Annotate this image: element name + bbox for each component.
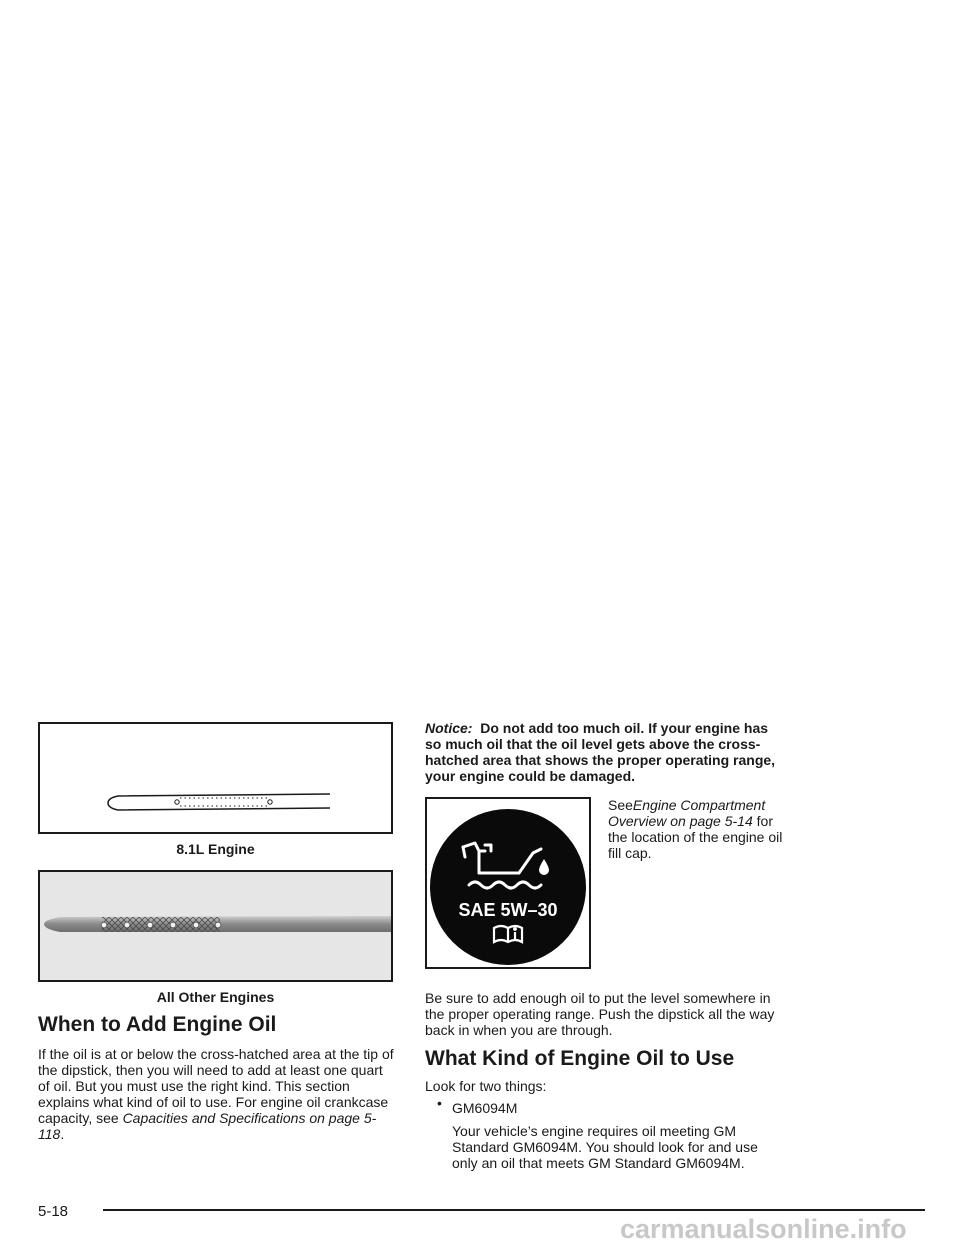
see-suffix: for the location of the engine oil fill cap. (608, 813, 783, 861)
page-number: 5-18 (38, 1203, 69, 1220)
engine-compartment-link[interactable]: Engine Compartment Overview on page 5-14 (608, 797, 766, 829)
oil-cap-illustration (427, 799, 589, 967)
dipstick-other-illustration (40, 872, 391, 980)
see-prefix: See (608, 797, 633, 813)
bullet-label: GM6094M (452, 1100, 518, 1116)
bullet-text: Your vehicle’s engine requires oil meeting GM Standard GM6094M. You should look for and use only an oil that meets GM Standard GM6094M. (452, 1123, 758, 1171)
when-to-add-end: . (60, 1126, 65, 1142)
see-reference (608, 797, 788, 861)
other-engines-caption: All Other Engines (156, 989, 275, 1005)
notice-label: Notice: (425, 720, 473, 736)
notice-text: Do not add too much oil. If your engine has so much oil that the oil level gets above the cross-hatched area that shows the proper operating range, your engine could be damaged. (425, 720, 776, 784)
notice-paragraph (425, 720, 780, 784)
when-to-add-paragraph (38, 1046, 396, 1142)
when-to-add-text: If the oil is at or below the cross-hatched area at the tip of the dipstick, then you will need to add at least one quart of oil. But you must use the right kind. This section explains what kind of oil to use. For engine oil crankcase capacity, see (38, 1046, 394, 1126)
capacities-link[interactable]: Capacities and Specifications on page 5-118 (38, 1110, 377, 1142)
bullet-marker: • (437, 1095, 442, 1111)
dipstick-81l-illustration (40, 724, 391, 832)
oil-cap-label: SAE 5W–30 (458, 900, 558, 920)
when-to-add-heading: When to Add Engine Oil (38, 1013, 277, 1036)
be-sure-paragraph: Be sure to add enough oil to put the level somewhere in the proper operating range. Push the dipstick all the way back in when you are through. (425, 990, 775, 1038)
look-for-text: Look for two things: (425, 1078, 547, 1094)
watermark: carmanualsonline.info (620, 1214, 907, 1244)
oil-cap-figure (425, 797, 591, 969)
engine-81l-caption: 8.1L Engine (176, 841, 255, 857)
other-engines-figure (38, 870, 393, 982)
footer-rule (103, 1209, 925, 1211)
oil-type-heading: What Kind of Engine Oil to Use (425, 1047, 735, 1070)
engine-81l-figure (38, 722, 393, 834)
